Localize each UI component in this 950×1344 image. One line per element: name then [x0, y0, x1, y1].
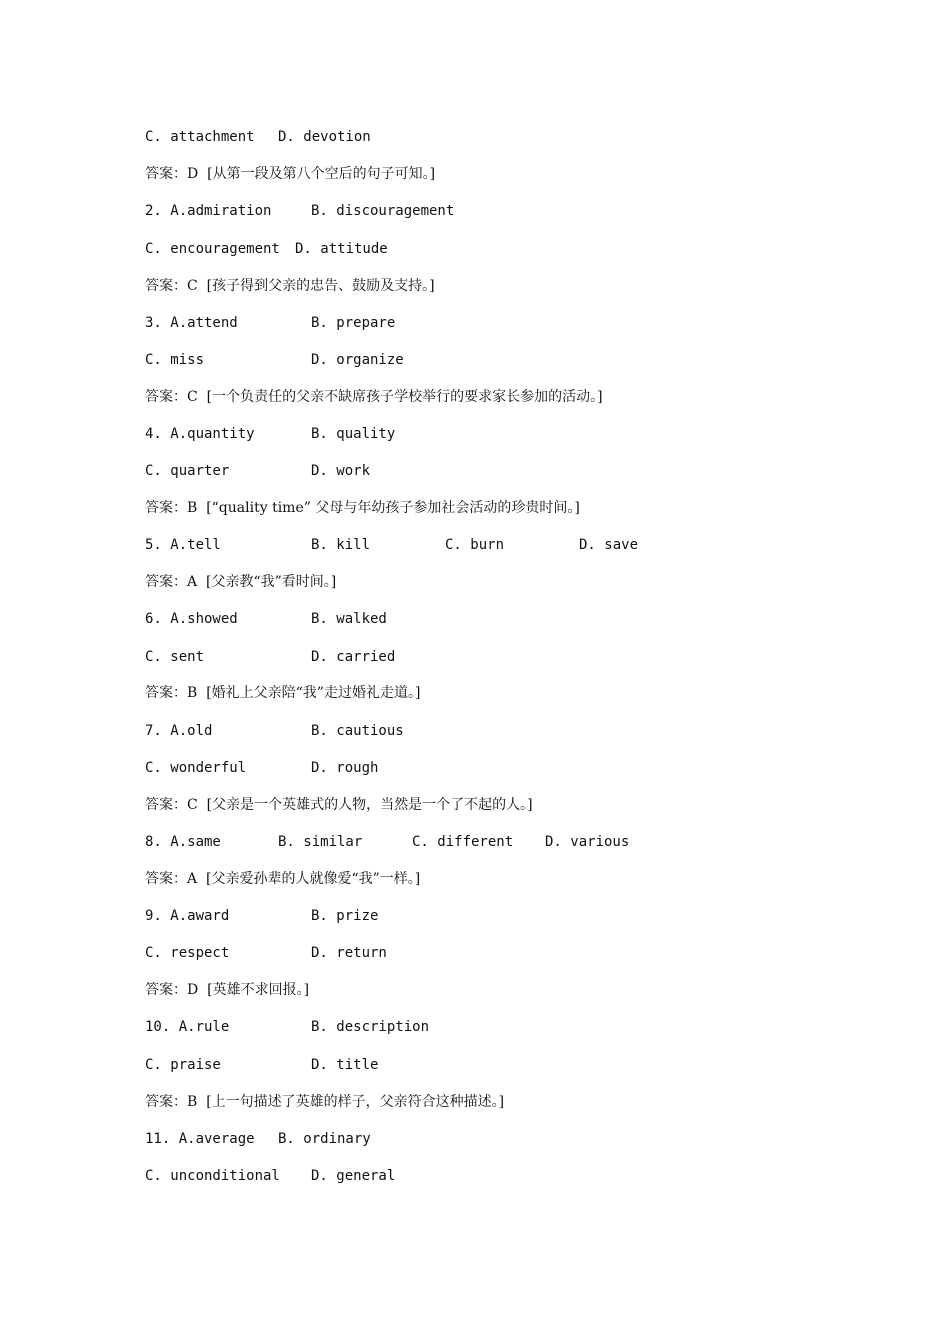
- option-item: B. kill: [311, 537, 371, 553]
- answer-line: 答案：B [“quality time” 父母与年幼孩子参加社会活动的珍贵时间。]: [145, 500, 580, 516]
- answer-line: 答案：D [英雄不求回报。]: [145, 982, 310, 998]
- options-line: [145, 125, 905, 149]
- answer-line: 答案：C [孩子得到父亲的忠告、鼓励及支持。]: [145, 278, 435, 294]
- options-line: [145, 311, 905, 335]
- option-item: 3. A.attend: [145, 315, 238, 331]
- options-line: [145, 904, 905, 928]
- option-item: B. similar: [278, 834, 363, 850]
- options-line: [145, 607, 905, 631]
- answer-line: 答案：C [父亲是一个英雄式的人物，当然是一个了不起的人。]: [145, 797, 533, 813]
- option-item: B. prepare: [311, 315, 396, 331]
- answer-line: 答案：C [一个负责任的父亲不缺席孩子学校举行的要求家长参加的活动。]: [145, 389, 603, 405]
- option-item: 8. A.same: [145, 834, 221, 850]
- option-item: 10. A.rule: [145, 1019, 230, 1035]
- options-line: [145, 199, 905, 223]
- option-item: D. general: [311, 1168, 396, 1184]
- option-item: D. title: [311, 1057, 379, 1073]
- option-item: 9. A.award: [145, 908, 230, 924]
- option-item: C. wonderful: [145, 760, 247, 776]
- options-line: [145, 422, 905, 446]
- option-item: D. work: [311, 463, 371, 479]
- option-item: 11. A.average: [145, 1131, 255, 1147]
- option-item: C. sent: [145, 649, 205, 665]
- option-item: C. miss: [145, 352, 205, 368]
- options-line: [145, 645, 905, 669]
- option-item: D. various: [545, 834, 630, 850]
- option-item: 6. A.showed: [145, 611, 238, 627]
- option-item: B. description: [311, 1019, 430, 1035]
- option-item: 2. A.admiration: [145, 203, 272, 219]
- answer-line: 答案：A [父亲爱孙辈的人就像爱“我”一样。]: [145, 871, 421, 887]
- option-item: D. carried: [311, 649, 396, 665]
- option-item: B. cautious: [311, 723, 404, 739]
- answer-line: 答案：B [上一句描述了英雄的样子，父亲符合这种描述。]: [145, 1094, 505, 1110]
- option-item: D. attitude: [295, 241, 388, 257]
- answer-line: 答案：D [从第一段及第八个空后的句子可知。]: [145, 166, 436, 182]
- option-item: 4. A.quantity: [145, 426, 255, 442]
- option-item: D. devotion: [278, 129, 371, 145]
- answer-line: 答案：A [父亲教“我”看时间。]: [145, 574, 337, 590]
- option-item: B. discouragement: [311, 203, 455, 219]
- options-line: [145, 1015, 905, 1039]
- options-line: [145, 756, 905, 780]
- option-item: D. save: [579, 537, 639, 553]
- option-item: B. ordinary: [278, 1131, 371, 1147]
- option-item: 5. A.tell: [145, 537, 221, 553]
- option-item: C. praise: [145, 1057, 221, 1073]
- options-line: [145, 533, 905, 557]
- option-item: D. organize: [311, 352, 404, 368]
- option-item: D. return: [311, 945, 387, 961]
- options-line: [145, 1164, 905, 1188]
- option-item: C. encouragement: [145, 241, 280, 257]
- options-line: [145, 459, 905, 483]
- option-item: C. different: [412, 834, 514, 850]
- option-item: C. quarter: [145, 463, 230, 479]
- options-line: [145, 1053, 905, 1077]
- option-item: D. rough: [311, 760, 379, 776]
- option-item: C. respect: [145, 945, 230, 961]
- option-item: C. burn: [445, 537, 505, 553]
- option-item: B. prize: [311, 908, 379, 924]
- options-line: [145, 830, 905, 854]
- options-line: [145, 719, 905, 743]
- options-line: [145, 237, 905, 261]
- option-item: C. attachment: [145, 129, 255, 145]
- option-item: 7. A.old: [145, 723, 213, 739]
- answer-line: 答案：B [婚礼上父亲陪“我”走过婚礼走道。]: [145, 685, 421, 701]
- options-line: [145, 1127, 905, 1151]
- option-item: C. unconditional: [145, 1168, 280, 1184]
- option-item: B. quality: [311, 426, 396, 442]
- option-item: B. walked: [311, 611, 387, 627]
- options-line: [145, 348, 905, 372]
- options-line: [145, 941, 905, 965]
